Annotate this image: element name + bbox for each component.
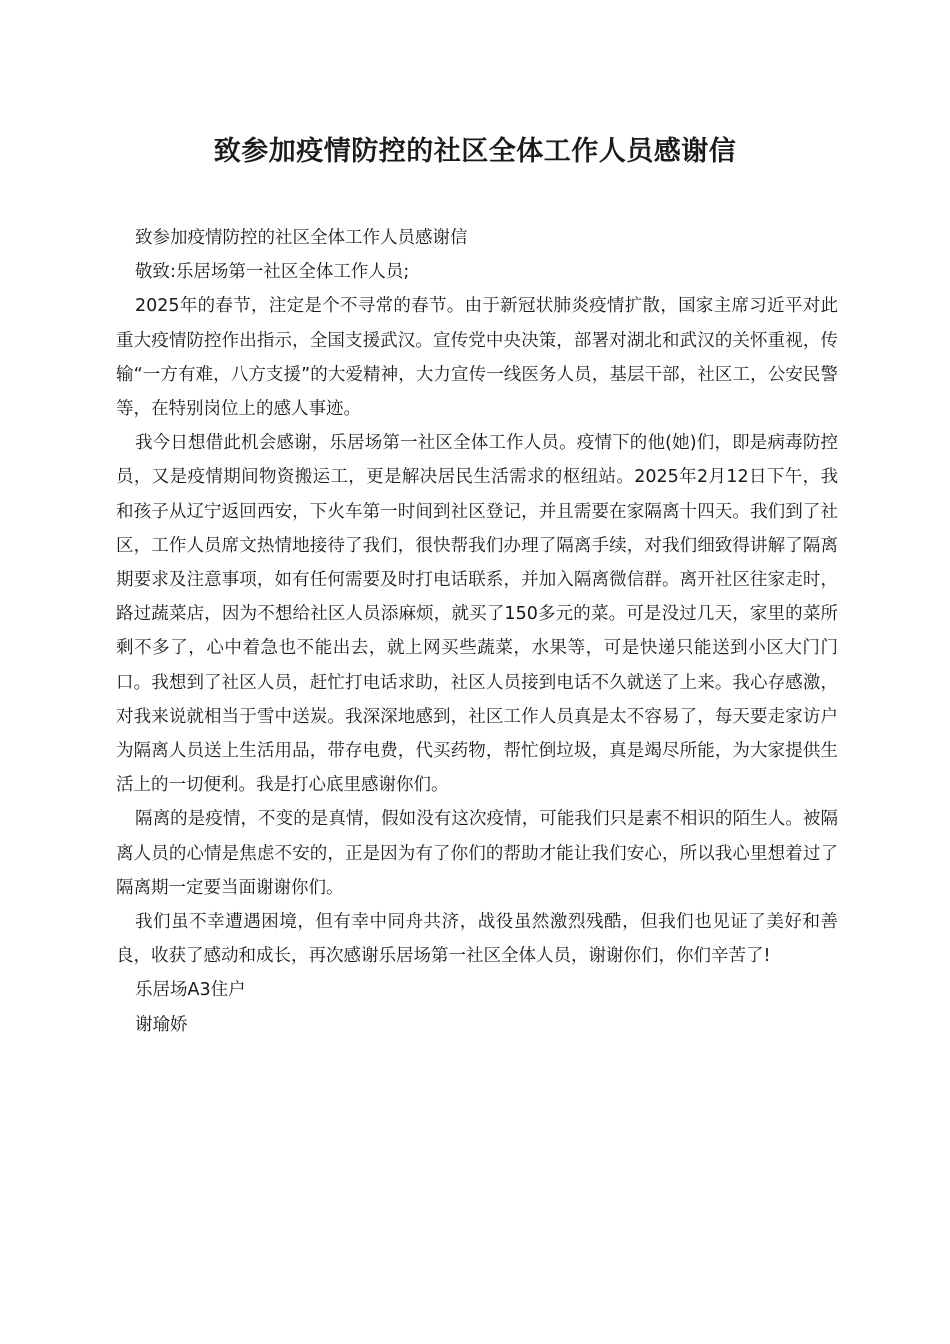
letter-paragraph: 隔离的是疫情，不变的是真情，假如没有这次疫情，可能我们只是素不相识的陌生人。被隔离人员的心情是焦虑不安的，正是因为有了你们的帮助才能让我们安心，所以我心里想着过了隔离期一定要当面谢谢你们。 bbox=[116, 809, 838, 898]
signature-name: 谢瑜娇 bbox=[135, 1014, 188, 1035]
letter-paragraph: 我们虽不幸遭遇困境，但有幸中同舟共济，战役虽然激烈残酷，但我们也见证了美好和善良，收获了感动和成长，再次感谢乐居场第一社区全体人员，谢谢你们，你们辛苦了! bbox=[116, 912, 838, 967]
signature-address: 乐居场A3住户 bbox=[135, 980, 246, 1001]
letter-body bbox=[116, 221, 838, 1042]
document-title: 致参加疫情防控的社区全体工作人员感谢信 bbox=[213, 136, 737, 167]
letter-paragraph: 我今日想借此机会感谢，乐居场第一社区全体工作人员。疫情下的他(她)们，即是病毒防控员，又是疫情期间物资搬运工，更是解决居民生活需求的枢纽站。2025年2月12日下午，我和孩子从辽宁返回西安，下火车第一时间到社区登记，并且需要在家隔离十四天。我们到了社区，工作人员席文热情地接待了我们，很快帮我们办理了隔离手续，对我们细致得讲解了隔离期要求及注意事项，如有任何需要及时打电话联系，并加入隔离微信群。离开社区往家走时，路过蔬菜店，因为不想给社区人员添麻烦，就买了150多元的菜。可是没过几天，家里的菜所剩不多了，心中着急也不能出去，就上网买些蔬菜，水果等，可是快递只能送到小区大门门口。我想到了社区人员，赶忙打电话求助，社区人员接到电话不久就送了上来。我心存感激，对我来说就相当于雪中送炭。我深深地感到，社区工作人员真是太不容易了，每天要走家访户为隔离人员送上生活用品，带存电费，代买药物，帮忙倒垃圾，真是竭尽所能，为大家提供生活上的一切便利。我是打心底里感谢你们。 bbox=[116, 433, 838, 796]
letter-salutation: 敬致:乐居场第一社区全体工作人员; bbox=[135, 262, 410, 283]
letter-paragraph: 2025年的春节，注定是个不寻常的春节。由于新冠状肺炎疫情扩散，国家主席习近平对此重大疫情防控作出指示，全国支援武汉。宣传党中央决策，部署对湖北和武汉的关怀重视，传输“一方有难，八方支援”的大爱精神，大力宣传一线医务人员，基层干部，社区工，公安民警等，在特别岗位上的感人事迹。 bbox=[116, 296, 838, 420]
letter-subtitle: 致参加疫情防控的社区全体工作人员感谢信 bbox=[135, 228, 468, 248]
